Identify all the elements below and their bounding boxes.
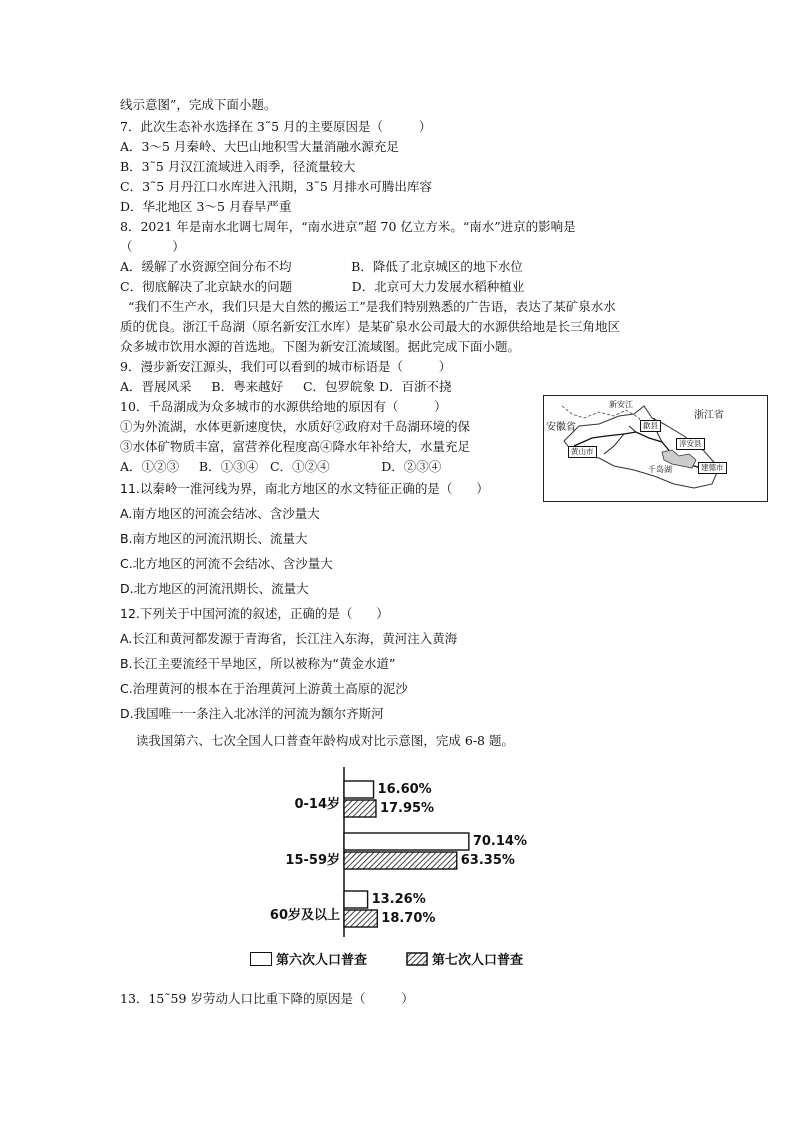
label-jiande: 建德市 xyxy=(698,462,727,474)
bar-0-1 xyxy=(344,800,376,817)
legend-census-7 xyxy=(406,949,523,968)
legend-swatch-7 xyxy=(406,952,428,966)
option-11d: D.北方地区的河流汛期长、流量大 xyxy=(120,581,309,596)
option-12c: C.治理黄河的根本在于治理黄河上游黄土高原的泥沙 xyxy=(120,681,408,696)
data-label-1-0: 70.14% xyxy=(472,834,527,849)
label-anhui: 安徽省 xyxy=(546,422,576,433)
tributary-3 xyxy=(604,434,624,454)
category-label-15-59: 15-59岁 xyxy=(285,853,340,868)
option-7a: A．3～5 月秦岭、大巴山地积雪大量消融水源充足 xyxy=(120,139,399,154)
option-12a: A.长江和黄河都发源于青海省，长江注入东海，黄河注入黄海 xyxy=(120,631,458,646)
bar-2-1 xyxy=(344,910,377,927)
question-7: 7．此次生态补水选择在 3˜5 月的主要原因是（ ） xyxy=(120,119,432,134)
population-age-chart xyxy=(240,765,560,975)
label-qiandaohu: 千岛湖 xyxy=(648,465,672,474)
label-shexian: 歙县 xyxy=(640,420,661,432)
options-10: A．①②③ B．①③④ C．①②④ D．②③④ xyxy=(120,459,442,474)
question-13: 13．15˜59 岁劳动人口比重下降的原因是（ ） xyxy=(120,991,414,1006)
data-label-2-0: 13.26% xyxy=(371,892,426,907)
question-12: 12.下列关于中国河流的叙述，正确的是（ ） xyxy=(120,606,389,621)
option-12b: B.长江主要流经干旱地区，所以被称为“黄金水道” xyxy=(120,656,396,671)
options-9: A．晋展风采 B．粤来越好 C．包罗皖象 D．百浙不挠 xyxy=(120,379,452,394)
option-7b: B．3˜5 月汉江流域进入雨季，径流量较大 xyxy=(120,159,356,174)
question-8: 8．2021 年是南水北调七周年，“南水进京”超 70 亿立方米。“南水”进京的影响是 xyxy=(120,219,576,234)
tributary-1 xyxy=(629,426,636,432)
bar-0-0 xyxy=(344,781,374,798)
text-line: 线示意图”，完成下面小题。 xyxy=(120,97,277,112)
option-11b: B.南方地区的河流汛期长、流量大 xyxy=(120,531,308,546)
statement-10b: ③水体矿物质丰富，富营养化程度高④降水年补给大，水量充足 xyxy=(120,439,471,454)
option-12d: D.我国唯一一条注入北冰洋的河流为额尔齐斯河 xyxy=(120,706,384,721)
bar-1-1 xyxy=(344,852,457,869)
legend-census-6 xyxy=(250,949,367,968)
legend-label-6: 第六次人口普查 xyxy=(276,953,368,968)
options-8cd: C．彻底解决了北京缺水的问题 D．北京可大力发展水稻种植业 xyxy=(120,279,525,294)
question-8-paren: （ ） xyxy=(120,239,185,254)
xinanjiang-basin-map xyxy=(543,395,768,502)
data-label-2-1: 18.70% xyxy=(381,911,436,926)
data-label-0-0: 16.60% xyxy=(377,782,432,797)
option-7c: C．3˜5 月丹江口水库进入汛期，3˜5 月排水可腾出库容 xyxy=(120,179,432,194)
option-11c: C.北方地区的河流不会结冰、含沙量大 xyxy=(120,556,333,571)
bar-1-0 xyxy=(344,833,469,850)
category-label-0-14: 0-14岁 xyxy=(294,797,340,812)
option-7d: D．华北地区 3～5 月春旱严重 xyxy=(120,199,292,214)
chart-intro: 读我国第六、七次全国人口普查年龄构成对比示意图，完成 6-8 题。 xyxy=(120,733,514,748)
question-10: 10．千岛湖成为众多城市的水源供给地的原因有（ ） xyxy=(120,399,447,414)
options-8ab: A．缓解了水资源空间分布不均 B．降低了北京城区的地下水位 xyxy=(120,259,523,274)
label-zhejiang: 浙江省 xyxy=(694,410,724,421)
data-label-1-1: 63.35% xyxy=(460,853,515,868)
label-xinanjiang: 新安江 xyxy=(609,400,633,409)
label-chunan: 淳安县 xyxy=(676,438,705,450)
data-label-0-1: 17.95% xyxy=(379,801,435,816)
label-huangshan: 黄山市 xyxy=(568,446,597,458)
passage-line-1: “我们不生产水，我们只是大自然的搬运工”是我们特别熟悉的广告语，表达了某矿泉水水 xyxy=(120,299,616,314)
legend-swatch-6 xyxy=(250,952,272,966)
passage-line-2: 质的优良。浙江千岛湖（原名新安江水库）是某矿泉水公司最大的水源供给地是长三角地区 xyxy=(120,319,621,334)
statement-10a: ①为外流湖，水体更新速度快，水质好②政府对千岛湖环境的保 xyxy=(120,419,471,434)
option-11a: A.南方地区的河流会结冰、含沙量大 xyxy=(120,506,320,521)
passage-line-3: 众多城市饮用水源的首选地。下图为新安江流域图。据此完成下面小题。 xyxy=(120,339,521,354)
category-label-60-plus: 60岁及以上 xyxy=(269,908,340,923)
bar-2-0 xyxy=(344,891,368,908)
question-9: 9．漫步新安江源头，我们可以看到的城市标语是（ ） xyxy=(120,359,452,374)
legend-label-7: 第七次人口普查 xyxy=(432,953,524,968)
question-11: 11.以秦岭一淮河线为界，南北方地区的水文特征正确的是（ ） xyxy=(120,481,489,496)
